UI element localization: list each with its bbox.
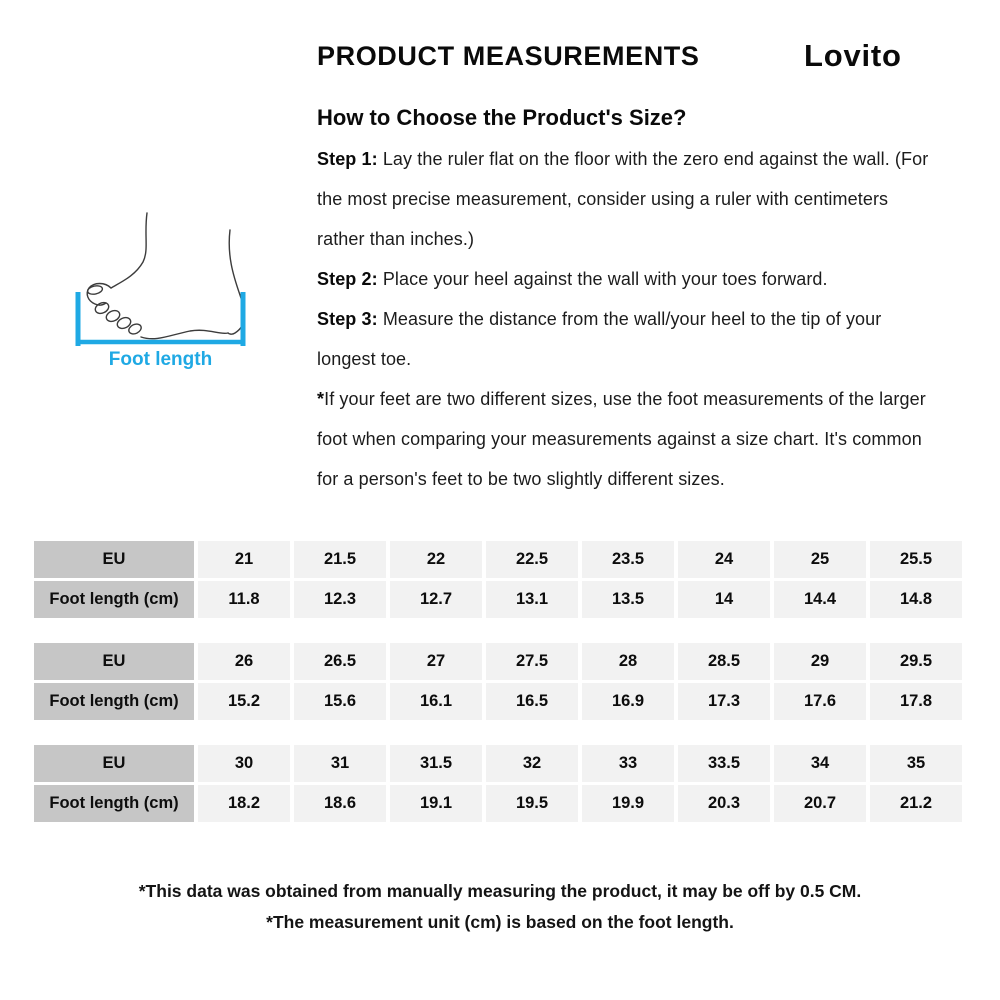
size-cell: 22.5 (486, 541, 578, 578)
row-header-foot-length: Foot length (cm) (34, 785, 194, 822)
size-cell: 27.5 (486, 643, 578, 680)
size-cell: 27 (390, 643, 482, 680)
size-cell: 22 (390, 541, 482, 578)
size-cell: 28 (582, 643, 674, 680)
size-table-3 (30, 742, 966, 825)
measure-cell: 13.5 (582, 581, 674, 618)
measure-cell: 19.5 (486, 785, 578, 822)
size-cell: 21.5 (294, 541, 386, 578)
step-2 (317, 259, 931, 299)
measure-cell: 12.3 (294, 581, 386, 618)
foot-measurement-diagram (58, 200, 263, 385)
measure-cell: 17.3 (678, 683, 770, 720)
measure-cell: 16.1 (390, 683, 482, 720)
measure-cell: 17.8 (870, 683, 962, 720)
size-guide-steps (317, 139, 931, 499)
row-header-foot-length: Foot length (cm) (34, 581, 194, 618)
size-cell: 28.5 (678, 643, 770, 680)
table-row-foot-length (34, 785, 962, 822)
different-sizes-note (317, 379, 931, 499)
step-3-text: Measure the distance from the wall/your heel to the tip of your longest toe. (317, 309, 882, 369)
footnotes (0, 876, 1000, 938)
measure-cell: 20.7 (774, 785, 866, 822)
measure-cell: 19.9 (582, 785, 674, 822)
row-header-eu: EU (34, 745, 194, 782)
step-2-text: Place your heel against the wall with your toes forward. (377, 269, 828, 289)
measure-cell: 18.2 (198, 785, 290, 822)
measure-cell: 14.4 (774, 581, 866, 618)
size-cell: 29.5 (870, 643, 962, 680)
size-cell: 34 (774, 745, 866, 782)
size-cell: 25.5 (870, 541, 962, 578)
size-table-1 (30, 538, 966, 621)
footnote-accuracy: *This data was obtained from manually measuring the product, it may be off by 0.5 CM. (138, 881, 862, 901)
table-row-foot-length (34, 581, 962, 618)
size-cell: 33 (582, 745, 674, 782)
step-3 (317, 299, 931, 379)
measure-cell: 15.2 (198, 683, 290, 720)
brand-logo: Lovito (804, 38, 902, 73)
measure-cell: 21.2 (870, 785, 962, 822)
step-1-text: Lay the ruler flat on the floor with the zero end against the wall. (For the most precise measurement, consider using a ruler with centimeters rather than inches.) (317, 149, 929, 249)
measure-cell: 19.1 (390, 785, 482, 822)
size-cell: 25 (774, 541, 866, 578)
measure-cell: 18.6 (294, 785, 386, 822)
measure-cell: 16.5 (486, 683, 578, 720)
size-cell: 26 (198, 643, 290, 680)
size-cell: 31 (294, 745, 386, 782)
footnote-unit: *The measurement unit (cm) is based on the foot length. (266, 912, 734, 932)
page-title: PRODUCT MEASUREMENTS (317, 41, 700, 71)
measure-cell: 11.8 (198, 581, 290, 618)
size-cell: 30 (198, 745, 290, 782)
measure-cell: 15.6 (294, 683, 386, 720)
measure-cell: 17.6 (774, 683, 866, 720)
size-tables (30, 538, 966, 844)
measure-cell: 14.8 (870, 581, 962, 618)
table-row-eu (34, 643, 962, 680)
size-cell: 21 (198, 541, 290, 578)
row-header-eu: EU (34, 541, 194, 578)
step-3-label: Step 3: (317, 309, 378, 329)
howto-heading: How to Choose the Product's Size? (317, 105, 687, 130)
measure-cell: 20.3 (678, 785, 770, 822)
step-1-label: Step 1: (317, 149, 378, 169)
row-header-foot-length: Foot length (cm) (34, 683, 194, 720)
size-cell: 35 (870, 745, 962, 782)
note-text: If your feet are two different sizes, use the foot measurements of the larger foot when comparing your measurements against a size chart. It's common for a person's feet to be two slightly different sizes. (317, 389, 926, 489)
note-asterisk: * (317, 389, 325, 409)
table-row-foot-length (34, 683, 962, 720)
size-cell: 31.5 (390, 745, 482, 782)
size-cell: 26.5 (294, 643, 386, 680)
size-cell: 33.5 (678, 745, 770, 782)
size-table-2 (30, 640, 966, 723)
size-cell: 24 (678, 541, 770, 578)
measure-cell: 16.9 (582, 683, 674, 720)
foot-length-caption: Foot length (108, 349, 213, 370)
step-2-label: Step 2: (317, 269, 378, 289)
step-1 (317, 139, 931, 259)
size-cell: 29 (774, 643, 866, 680)
table-row-eu (34, 745, 962, 782)
table-row-eu (34, 541, 962, 578)
size-cell: 23.5 (582, 541, 674, 578)
measure-cell: 14 (678, 581, 770, 618)
measure-cell: 13.1 (486, 581, 578, 618)
size-cell: 32 (486, 745, 578, 782)
row-header-eu: EU (34, 643, 194, 680)
measure-cell: 12.7 (390, 581, 482, 618)
